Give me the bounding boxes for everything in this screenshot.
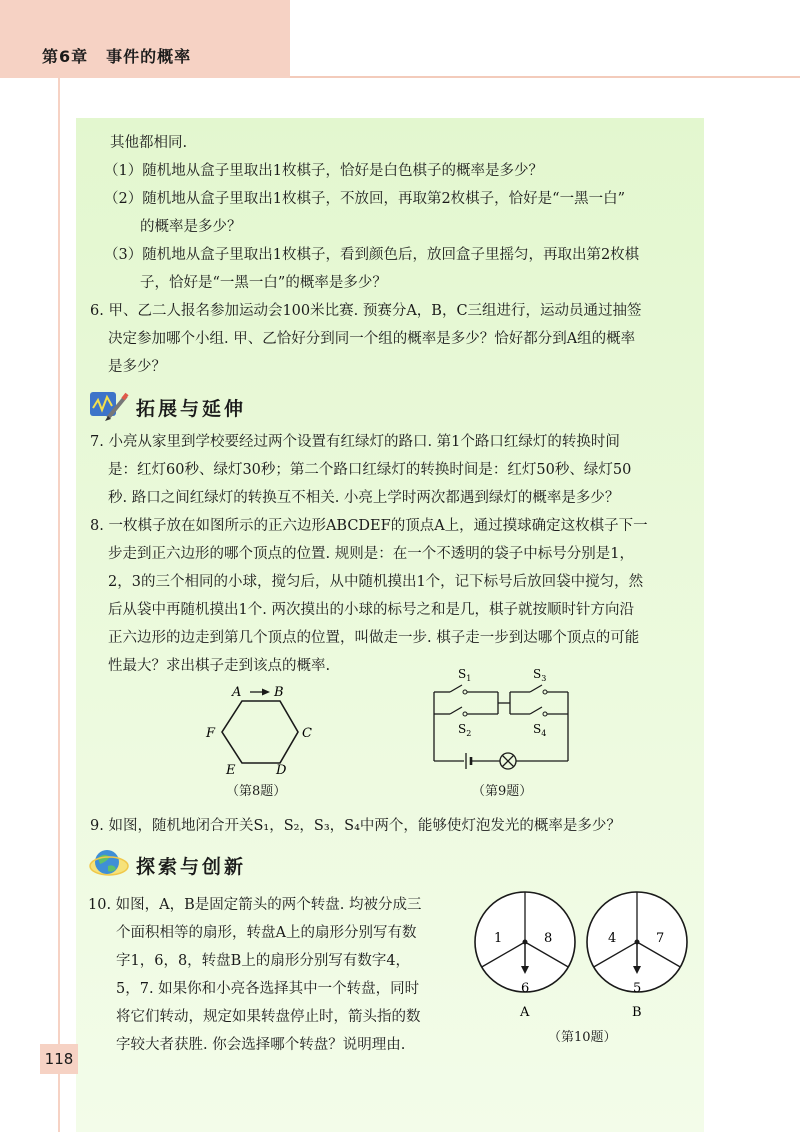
q5-sub1: （1）随机地从盒子里取出1枚棋子，恰好是白色棋子的概率是多少？ — [104, 163, 543, 179]
globe-icon — [88, 846, 130, 886]
vertex-label-b: B — [274, 685, 284, 700]
q7-line: 7. 小亮从家里到学校要经过两个设置有红绿灯的路口. 第1个路口红绿灯的转换时间 — [90, 434, 620, 450]
spinner-b — [587, 892, 687, 1020]
q10-line: 将它们转动，规定如果转盘停止时，箭头指的数 — [116, 1009, 421, 1025]
spinner-a-label: A — [520, 1005, 530, 1020]
q10-line: 10. 如图，A，B是固定箭头的两个转盘. 均被分成三 — [88, 897, 422, 913]
q5-sub3-line1: （3）随机地从盒子里取出1枚棋子，看到颜色后，放回盒子里摇匀，再取出第2枚棋 — [104, 247, 640, 263]
chapter-heading — [42, 44, 191, 67]
figure-9-caption: （第9题） — [472, 784, 533, 799]
margin-rule — [58, 78, 60, 1132]
switch-s2-label: $S_2$ — [458, 722, 472, 738]
q8-line: 正六边形的边走到第几个顶点的位置，叫做走一步. 棋子走一步到达哪个顶点的可能 — [108, 630, 640, 646]
q7-line: 秒. 路口之间红绿灯的转换互不相关. 小亮上学时两次都遇到绿灯的概率是多少？ — [108, 490, 620, 506]
q6-line: 是多少？ — [108, 359, 166, 375]
section-title-exploration: 探索与创新 — [136, 856, 247, 878]
spinner-a — [475, 892, 575, 1020]
q10-line: 字较大者获胜. 你会选择哪个转盘？说明理由. — [116, 1037, 406, 1053]
vertex-label-d: D — [276, 763, 287, 774]
q8-line: 步走到正六边形的哪个顶点的位置. 规则是：在一个不透明的袋子中标号分别是1， — [108, 546, 634, 562]
q8-line: 8. 一枚棋子放在如图所示的正六边形ABCDEF的顶点A上，通过摸球确定这枚棋子下一 — [90, 518, 648, 534]
switch-s1-label: $S_1$ — [458, 667, 472, 683]
q5-sub3-line2: 子，恰好是“一黑一白”的概率是多少？ — [140, 275, 387, 291]
header-rule — [290, 76, 800, 78]
vertex-label-f: F — [206, 726, 216, 741]
q10-line: 个面积相等的扇形，转盘A上的扇形分别写有数 — [116, 925, 417, 941]
chapter-number: 第6章 — [42, 47, 89, 66]
hexagon-figure — [200, 684, 320, 778]
q7-line: 是：红灯60秒、绿灯30秒；第二个路口红绿灯的转换时间是：红灯50秒、绿灯50 — [108, 462, 632, 478]
figure-8-caption: （第8题） — [226, 784, 287, 799]
circuit-figure — [428, 664, 578, 784]
q5-text-line: 其他都相同. — [110, 135, 188, 151]
chapter-title: 事件的概率 — [106, 47, 192, 66]
q8-line: 2，3的三个相同的小球，搅匀后，从中随机摸出1个，记下标号后放回袋中搅匀，然 — [108, 574, 644, 590]
q6-line: 6. 甲、乙二人报名参加运动会100米比赛. 预赛分A，B，C三组进行，运动员通过抽签 — [90, 303, 642, 319]
page-number: 118 — [40, 1044, 78, 1074]
spinner-b-label: B — [632, 1005, 642, 1020]
q8-line: 后从袋中再随机摸出1个. 两次摸出的小球的标号之和是几，棋子就按顺时针方向沿 — [108, 602, 634, 618]
switch-s3-label: $S_3$ — [533, 667, 547, 683]
q5-sub2-line1: （2）随机地从盒子里取出1枚棋子，不放回，再取第2枚棋子，恰好是“一黑一白” — [104, 191, 625, 207]
vertex-label-c: C — [302, 726, 312, 741]
q9-text: 9. 如图，随机地闭合开关S₁，S₂，S₃，S₄中两个，能够使灯泡发光的概率是多少？ — [90, 818, 621, 834]
vertex-label-a: A — [232, 685, 242, 700]
spinners-figure — [472, 886, 692, 1030]
spinner-a-number: 8 — [544, 931, 553, 946]
q8-line: 性最大？求出棋子走到该点的概率. — [108, 658, 331, 674]
q10-line: 字1，6，8，转盘B上的扇形分别写有数字4， — [116, 953, 411, 969]
figure-10-caption: （第10题） — [548, 1030, 617, 1045]
q5-sub2-line2: 的概率是多少？ — [140, 219, 242, 235]
spinner-a-number: 1 — [494, 931, 503, 946]
q6-line: 决定参加哪个小组. 甲、乙恰好分到同一个组的概率是多少？恰好都分到A组的概率 — [108, 331, 636, 347]
spinner-b-number: 7 — [656, 931, 665, 946]
spinner-b-number: 4 — [608, 931, 617, 946]
spinner-b-number: 5 — [633, 981, 642, 996]
switch-s4-label: $S_4$ — [533, 722, 547, 738]
pencil-chart-icon — [88, 388, 130, 426]
section-title-extension: 拓展与延伸 — [136, 398, 247, 420]
vertex-label-e: E — [226, 763, 236, 774]
q10-line: 5，7. 如果你和小亮各选择其中一个转盘，同时 — [116, 981, 420, 997]
spinner-a-number: 6 — [521, 981, 530, 996]
